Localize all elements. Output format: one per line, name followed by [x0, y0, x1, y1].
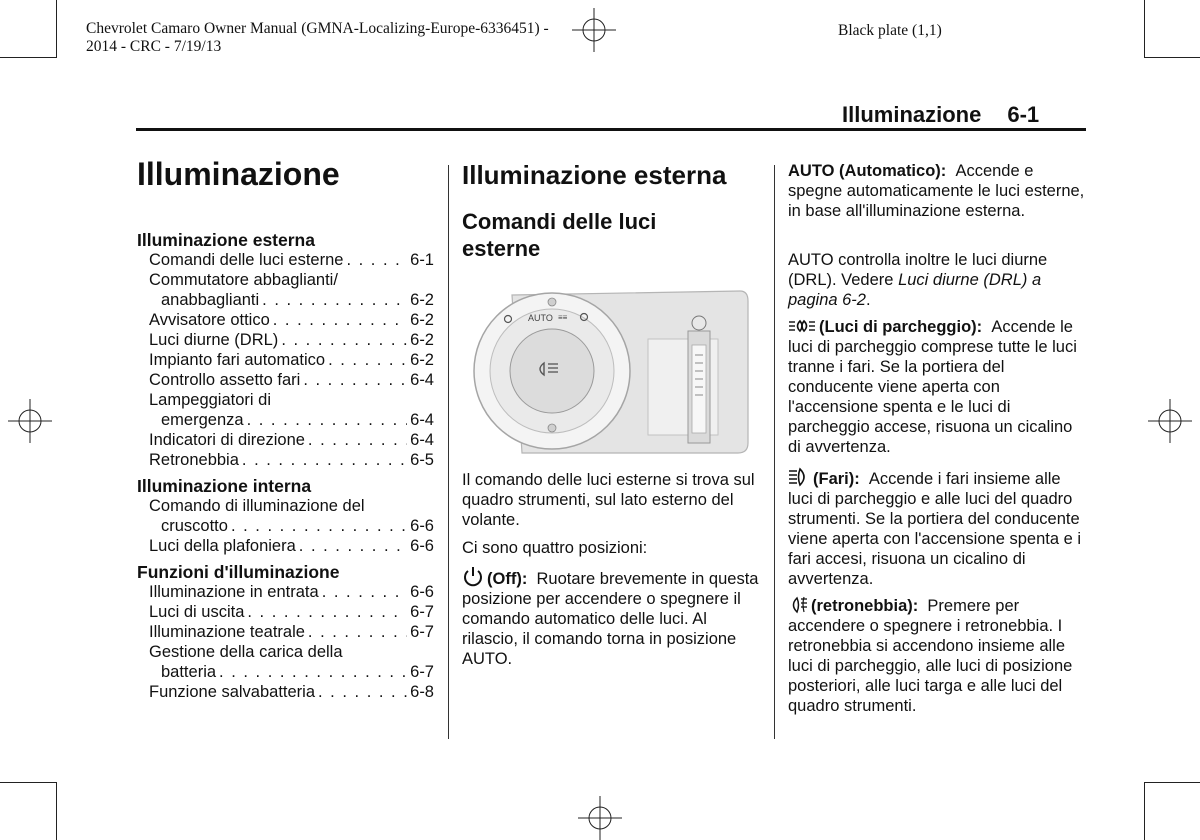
toc-leader: [328, 350, 407, 370]
toc-section-heading: Illuminazione esterna: [137, 230, 315, 250]
toc-entry-page: 6-4: [410, 371, 434, 389]
toc-leader: [247, 410, 408, 430]
registration-mark-top-icon: [572, 8, 616, 52]
power-off-icon: [462, 565, 484, 587]
paragraph-headlamps: [788, 467, 1088, 589]
toc-entry[interactable]: [137, 582, 434, 602]
toc-entry-page: 6-2: [410, 331, 434, 349]
toc-entry-label: Illuminazione teatrale: [149, 623, 305, 641]
headlamp-switch-figure: [462, 283, 758, 463]
paragraph-off: [462, 565, 762, 669]
toc-entry-label: anabbaglianti: [161, 291, 260, 309]
registration-mark-right-icon: [1148, 399, 1192, 443]
toc-entry[interactable]: [137, 330, 434, 350]
toc-entry-label-line[interactable]: Lampeggiatori di: [149, 391, 271, 409]
crop-mark-bottom-right-h: [1144, 782, 1200, 783]
toc-leader: [262, 290, 407, 310]
off-label: (Off):: [487, 570, 528, 588]
toc-entry-label: Luci di uscita: [149, 603, 245, 621]
column-divider-2: [774, 165, 775, 739]
toc-entry[interactable]: [137, 622, 434, 642]
paragraph-parking: [788, 317, 1088, 457]
crop-mark-top-left-h: [0, 57, 56, 58]
toc-entry-page: 6-2: [410, 311, 434, 329]
toc-leader: [318, 682, 407, 702]
toc-entry[interactable]: [137, 430, 434, 450]
toc-entry-label: cruscotto: [161, 517, 228, 535]
toc-entry-label: batteria: [161, 663, 217, 681]
running-head: [842, 102, 1039, 128]
knob-auto-label: AUTO: [528, 313, 553, 323]
toc-leader: [346, 250, 407, 270]
toc-entry-label: Retronebbia: [149, 451, 239, 469]
toc-entry-page: 6-2: [410, 291, 434, 309]
crop-mark-top-right-h: [1144, 57, 1200, 58]
crop-mark-top-right-v: [1144, 0, 1145, 58]
page-number: 6-1: [1007, 102, 1040, 127]
toc-entry[interactable]: [137, 350, 434, 370]
toc-entry-page: 6-2: [410, 351, 434, 369]
paragraph-auto: [788, 161, 1088, 221]
toc-leader: [308, 430, 407, 450]
crop-mark-top-left-v: [56, 0, 57, 58]
fog-label: (retronebbia):: [811, 597, 919, 615]
toc-entry-label: emergenza: [161, 411, 244, 429]
toc-entry-label-line[interactable]: Commutatore abbaglianti/: [149, 271, 338, 289]
headlamps-label: (Fari):: [813, 470, 860, 488]
section-title: Illuminazione esterna: [462, 160, 727, 190]
auto-text: Accende e spegne automaticamente le luci esterne, in base all'illuminazione esterna.: [788, 162, 1085, 220]
registration-mark-left-icon: [8, 399, 52, 443]
section-subtitle: Comandi delle luci esterne: [462, 209, 657, 261]
toc-entry-page: 6-5: [410, 451, 434, 469]
paragraph-fog: [788, 596, 1088, 716]
chapter-title: Illuminazione: [137, 156, 340, 192]
plate-label: Black plate (1,1): [838, 22, 942, 39]
toc-entry[interactable]: [137, 410, 434, 430]
toc-leader: [308, 622, 407, 642]
toc-entry-label: Impianto fari automatico: [149, 351, 326, 369]
toc-entry[interactable]: [137, 662, 434, 682]
toc-entry-label-line[interactable]: Comando di illuminazione del: [149, 497, 365, 515]
header-rule: [136, 128, 1086, 131]
toc-entry-label: Avvisatore ottico: [149, 311, 270, 329]
toc-entry[interactable]: [137, 602, 434, 622]
toc-leader: [303, 370, 407, 390]
drl-text-a: AUTO controlla inoltre le luci diurne (DRL). Vedere: [788, 251, 1048, 289]
toc-section-heading: Funzioni d'illuminazione: [137, 562, 340, 582]
toc-section-heading: Illuminazione interna: [137, 476, 312, 496]
drl-text-b: .: [865, 291, 871, 309]
print-header: [86, 20, 549, 56]
toc-entry-label: Illuminazione in entrata: [149, 583, 319, 601]
toc-leader: [281, 330, 407, 350]
toc-entry[interactable]: [137, 450, 434, 470]
toc-entry-label-line[interactable]: Gestione della carica della: [149, 643, 343, 661]
column-divider-1: [448, 165, 449, 739]
toc-entry-page: 6-6: [410, 583, 434, 601]
rear-fog-icon: [788, 596, 808, 614]
crop-mark-bottom-left-h: [0, 782, 56, 783]
toc-entry-page: 6-4: [410, 431, 434, 449]
toc-entry[interactable]: [137, 290, 434, 310]
toc-entry-label: Luci della plafoniera: [149, 537, 296, 555]
toc-entry-page: 6-7: [410, 623, 434, 641]
parking-text: Accende le luci di parcheggio comprese tutte le luci tranne i fari. Se la portiera del conducente viene aperta con l'accensione spenta e le luci di parcheggio accese, risuona un cicalino di avvertenza.: [788, 318, 1077, 456]
toc-leader: [231, 516, 407, 536]
toc-leader: [219, 662, 407, 682]
toc-entry-label: Comandi delle luci esterne: [149, 251, 344, 269]
toc-leader: [322, 582, 407, 602]
toc-entry-page: 6-6: [410, 537, 434, 555]
table-of-contents: [137, 230, 434, 702]
toc-entry-label: Funzione salvabatteria: [149, 683, 316, 701]
drl-link[interactable]: Luci diurne (DRL) a pagina 6-2: [788, 271, 1042, 309]
toc-leader: [242, 450, 407, 470]
parking-label: (Luci di parcheggio):: [819, 318, 983, 336]
toc-entry-page: 6-1: [410, 251, 434, 269]
toc-entry-page: 6-8: [410, 683, 434, 701]
toc-entry-page: 6-7: [410, 603, 434, 621]
toc-entry-page: 6-6: [410, 517, 434, 535]
toc-entry[interactable]: [137, 310, 434, 330]
toc-entry[interactable]: [137, 536, 434, 556]
toc-entry-label: Luci diurne (DRL): [149, 331, 279, 349]
svg-text:≡≡: ≡≡: [558, 313, 568, 322]
toc-leader: [273, 310, 407, 330]
headlamps-text: Accende i fari insieme alle luci di parcheggio e alle luci del quadro strumenti. Se la portiera del conducente viene aperta con l'accensione spenta e i fari accesi, risuona un cicalino di avvertenza.: [788, 470, 1082, 588]
toc-entry[interactable]: [137, 370, 434, 390]
paragraph-positions: Ci sono quattro posizioni:: [462, 539, 648, 557]
crop-mark-bottom-left-v: [56, 782, 57, 840]
off-text: Ruotare brevemente in questa posizione per accendere o spegnere il comando automatico delle luci. Al rilascio, il comando torna in posizione AUTO.: [462, 570, 759, 668]
crop-mark-bottom-right-v: [1144, 782, 1145, 840]
toc-entry-label: Indicatori di direzione: [149, 431, 305, 449]
paragraph-intro: Il comando delle luci esterne si trova sul quadro strumenti, sul lato esterno del volante.: [462, 471, 755, 529]
headlamp-icon: [788, 467, 810, 487]
toc-entry[interactable]: [137, 250, 434, 270]
running-head-title: Illuminazione: [842, 102, 982, 127]
toc-entry[interactable]: [137, 682, 434, 702]
toc-leader: [299, 536, 407, 556]
print-header-line2: 2014 - CRC - 7/19/13: [86, 38, 222, 55]
toc-entry[interactable]: [137, 516, 434, 536]
toc-entry-label: Controllo assetto fari: [149, 371, 301, 389]
toc-entry-page: 6-7: [410, 663, 434, 681]
paragraph-drl: [788, 250, 1088, 310]
fog-text: Premere per accendere o spegnere i retronebbia. I retronebbia si accendono insieme alle luci di parcheggio, alle luci di posizione posteriori, alle luci targa e alle luci del quadro strumenti.: [788, 597, 1073, 715]
print-header-line1: Chevrolet Camaro Owner Manual (GMNA-Localizing-Europe-6336451) -: [86, 20, 549, 37]
parking-lights-icon: [788, 317, 816, 335]
registration-mark-bottom-icon: [578, 796, 622, 840]
auto-label: AUTO (Automatico):: [788, 162, 947, 180]
toc-leader: [247, 602, 407, 622]
toc-entry-page: 6-4: [410, 411, 434, 429]
